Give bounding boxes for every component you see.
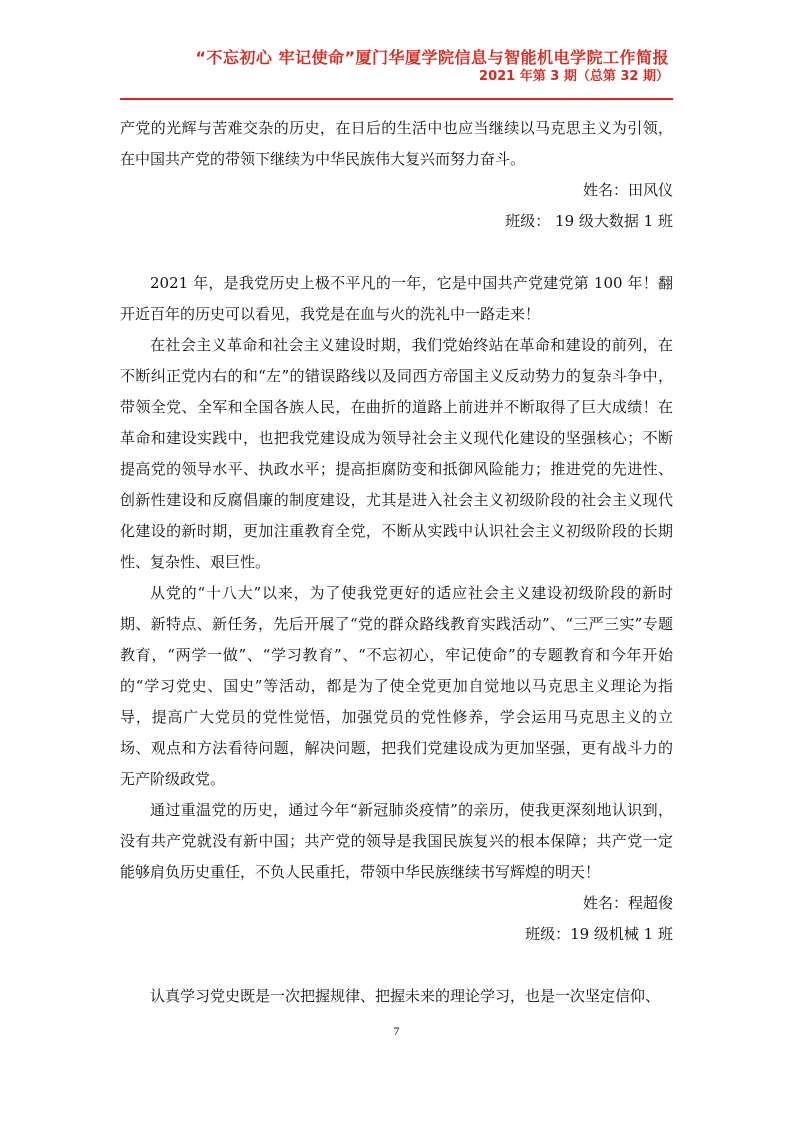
paragraph: 从党的“十八大”以来，为了使我党更好的适应社会主义建设初级阶段的新时期、新特点、新任务，先后开展了“党的群众路线教育实践活动”、“三严三实”专题教育，“两学一做”、“学习教育”、“不忘初心，牢记使命”的专题教育和今年开始的“学习党史、国史”等活动，都是为了使全党更加自觉地以马克思主义理论为指导，提高广大党员的党性觉悟，加强党员的党性修养，学会运用马克思主义的立场、观点和方法看待问题，解决问题，把我们党建设成为更加坚强，更有战斗力的无产阶级政党。 <box>120 584 673 788</box>
issue-number: 2021 年第 3 期（总第 32 期） <box>479 69 669 84</box>
author-class: 班级： 19 级大数据 1 班 <box>505 212 673 230</box>
author-class: 班级：19 级机械 1 班 <box>525 925 673 943</box>
paragraph: 在社会主义革命和社会主义建设时期，我们党始终站在革命和建设的前列，在不断纠正党内右的和“左”的错误路线以及同西方帝国主义反动势力的复杂斗争中，带领全党、全军和全国各族人民，在曲折的道路上前进并不断取得了巨大成绩！在革命和建设实践中，也把我党建设成为领导社会主义现代化建设的坚强核心；不断提高党的领导水平、执政水平；提高拒腐防变和抵御风险能力；推进党的先进性、创新性建设和反腐倡廉的制度建设，尤其是进入社会主义初级阶段的社会主义现代化建设的新时期，更加注重教育全党，不断从实践中认识社会主义初级阶段的长期性、复杂性、艰巨性。 <box>120 336 673 571</box>
body-content <box>120 113 673 1012</box>
newsletter-title: “不忘初心 牢记使命”厦门华厦学院信息与智能机电学院工作简报 <box>195 48 669 67</box>
header-divider <box>120 98 673 100</box>
paragraph: 通过重温党的历史，通过今年“新冠肺炎疫情”的亲历，使我更深刻地认识到，没有共产党就没有新中国；共产党的领导是我国民族复兴的根本保障；共产党一定能够肩负历史重任，不负人民重托，带领中华民族继续书写辉煌的明天！ <box>120 801 673 881</box>
author-name: 姓名：程超俊 <box>582 894 673 912</box>
paragraph: 认真学习党史既是一次把握规律、把握未来的理论学习，也是一次坚定信仰、 <box>150 987 661 1005</box>
paragraph: 产党的光辉与苦难交杂的历史，在日后的生活中也应当继续以马克思主义为引领，在中国共产党的带领下继续为中华民族伟大复兴而努力奋斗。 <box>120 119 673 168</box>
page-number: 7 <box>393 1024 400 1038</box>
author-name: 姓名：田风仪 <box>582 181 673 199</box>
section-gap <box>120 950 673 981</box>
newsletter-header <box>120 48 673 86</box>
paragraph: 2021 年，是我党历史上极不平凡的一年，它是中国共产党建党第 100 年！翻开近百年的历史可以看见，我党是在血与火的洗礼中一路走来！ <box>120 274 673 323</box>
section-gap <box>120 237 673 268</box>
